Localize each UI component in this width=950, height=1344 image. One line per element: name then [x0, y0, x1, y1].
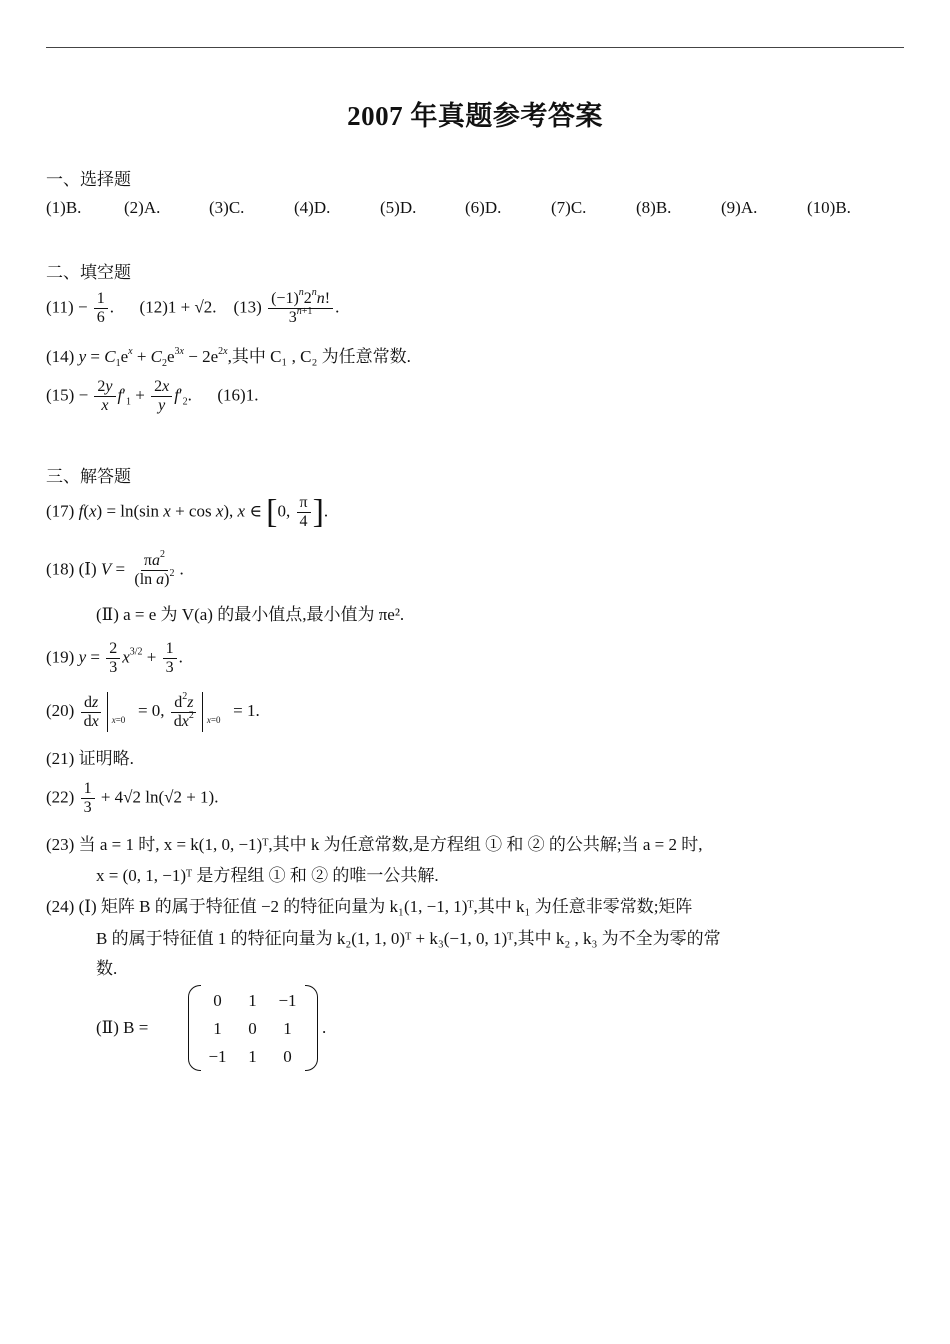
answer-18-2: (Ⅱ) a = e 为 V(a) 的最小值点,最小值为 πe².	[96, 605, 405, 624]
answer-6: (6)D.	[465, 198, 502, 217]
answer-1: (1)B.	[46, 198, 82, 217]
answer-7: (7)C.	[551, 198, 587, 217]
fraction: $\frac{2x}{y}$	[151, 378, 172, 415]
answer-18-1: (18) (Ⅰ) V = $\frac{\pi a^2}{(\ln a)^2}$ .	[46, 549, 184, 588]
fraction: $\frac{dz}{dx}$	[81, 694, 102, 731]
answer-9: (9)A.	[721, 198, 758, 217]
fraction: $\frac{1}{6}$	[94, 290, 108, 327]
right-paren	[305, 985, 318, 1071]
answer-19: (19) y = $\frac{2}{3}$ $x^{3/2}$ + $\frac{1}{3}$ .	[46, 640, 183, 676]
matrix-cell: 0	[213, 991, 222, 1010]
answer-17: (17) f(x) = ln(sin x + cos x), x ∈ [0, $\frac{\pi}{4}$ ].	[46, 493, 329, 531]
answer-24-line2: B 的属于特征值 1 的特征向量为 k₂(1, 1, 0)ᵀ + k₃(−1, 0, 1)ᵀ,其中 k₂ , k₃ 为不全为零的常	[96, 929, 721, 948]
fraction: $\frac{1}{3}$	[163, 640, 177, 677]
matrix-cell: 0	[283, 1047, 292, 1066]
matrix-cell: 1	[248, 991, 257, 1010]
matrix-cell: 1	[248, 1047, 257, 1066]
matrix-cell: −1	[208, 1047, 227, 1066]
answer-11-12-13: (11) − $\frac{1}{6}$ . (12)1 + √2. (13) $\frac{(-1)^n2^nn!}{3^{n+1}}$ .	[46, 287, 340, 326]
matrix-table	[200, 987, 305, 1071]
matrix-period: .	[322, 1018, 327, 1037]
choice-answers	[46, 197, 851, 219]
matrix-label: (Ⅱ) B =	[96, 1018, 149, 1037]
section-heading-choice: 一、选择题	[46, 170, 131, 190]
section-heading-fill: 二、填空题	[46, 263, 131, 283]
fraction: $\frac{2y}{x}$	[94, 378, 115, 415]
answer-22: (22) $\frac{1}{3}$ + 4√2 ln(√2 + 1).	[46, 780, 219, 816]
matrix-cell: 1	[283, 1019, 292, 1038]
answer-20: (20) $\frac{dz}{dx}$ x=0 = 0, $\frac{d^2z}{dx^2}$ x=0 = 1.	[46, 692, 260, 732]
answer-23-line2: x = (0, 1, −1)ᵀ 是方程组 ① 和 ② 的唯一公共解.	[96, 866, 439, 885]
answer-14: (14) $y = C_1e^x + C_2e^{3x} - 2e^{2x}$,其中 C₁ , C₂ 为任意常数.	[46, 346, 411, 369]
fraction: $\frac{1}{3}$	[81, 780, 95, 817]
answer-10: (10)B.	[807, 198, 851, 217]
fraction: $\frac{\pi}{4}$	[297, 494, 311, 531]
fraction: $\frac{(-1)^n2^nn!}{3^{n+1}}$	[268, 290, 333, 327]
page-title: 2007 年真题参考答案	[347, 101, 603, 131]
matrix-cell: 0	[248, 1019, 257, 1038]
fraction: $\frac{\pi a^2}{(\ln a)^2}$	[134, 549, 175, 588]
matrix-cell: 1	[213, 1019, 222, 1038]
answer-24-part2-label	[96, 1017, 148, 1039]
answer-24-line3: 数.	[96, 959, 118, 978]
fraction: $\frac{2}{3}$	[106, 640, 120, 677]
answer-23-line1: (23) 当 a = 1 时, x = k(1, 0, −1)ᵀ,其中 k 为任意常数,是方程组 ① 和 ② 的公共解;当 a = 2 时,	[46, 835, 703, 854]
answer-15-16: (15) − $\frac{2y}{x}$ $f'_1$ + $\frac{2x}{y}$ $f'_2$. (16)1.	[46, 378, 259, 414]
answer-21: (21) 证明略.	[46, 749, 134, 768]
answer-24-line1: (24) (Ⅰ) 矩阵 B 的属于特征值 −2 的特征向量为 k₁(1, −1, 1)ᵀ,其中 k₁ 为任意非零常数;矩阵	[46, 897, 693, 916]
answer-2: (2)A.	[124, 198, 161, 217]
answer-3: (3)C.	[209, 198, 245, 217]
answer-8: (8)B.	[636, 198, 672, 217]
matrix-b	[188, 985, 318, 1069]
answer-14-note: ,其中 C₁ , C₂ 为任意常数.	[227, 347, 411, 366]
matrix-cell: −1	[278, 991, 297, 1010]
section-heading-solve: 三、解答题	[46, 467, 131, 487]
answer-5: (5)D.	[380, 198, 417, 217]
answer-16: (16)1.	[217, 385, 259, 405]
top-rule	[46, 47, 904, 48]
fraction: $\frac{d^2z}{dx^2}$	[171, 694, 197, 731]
answer-4: (4)D.	[294, 198, 331, 217]
